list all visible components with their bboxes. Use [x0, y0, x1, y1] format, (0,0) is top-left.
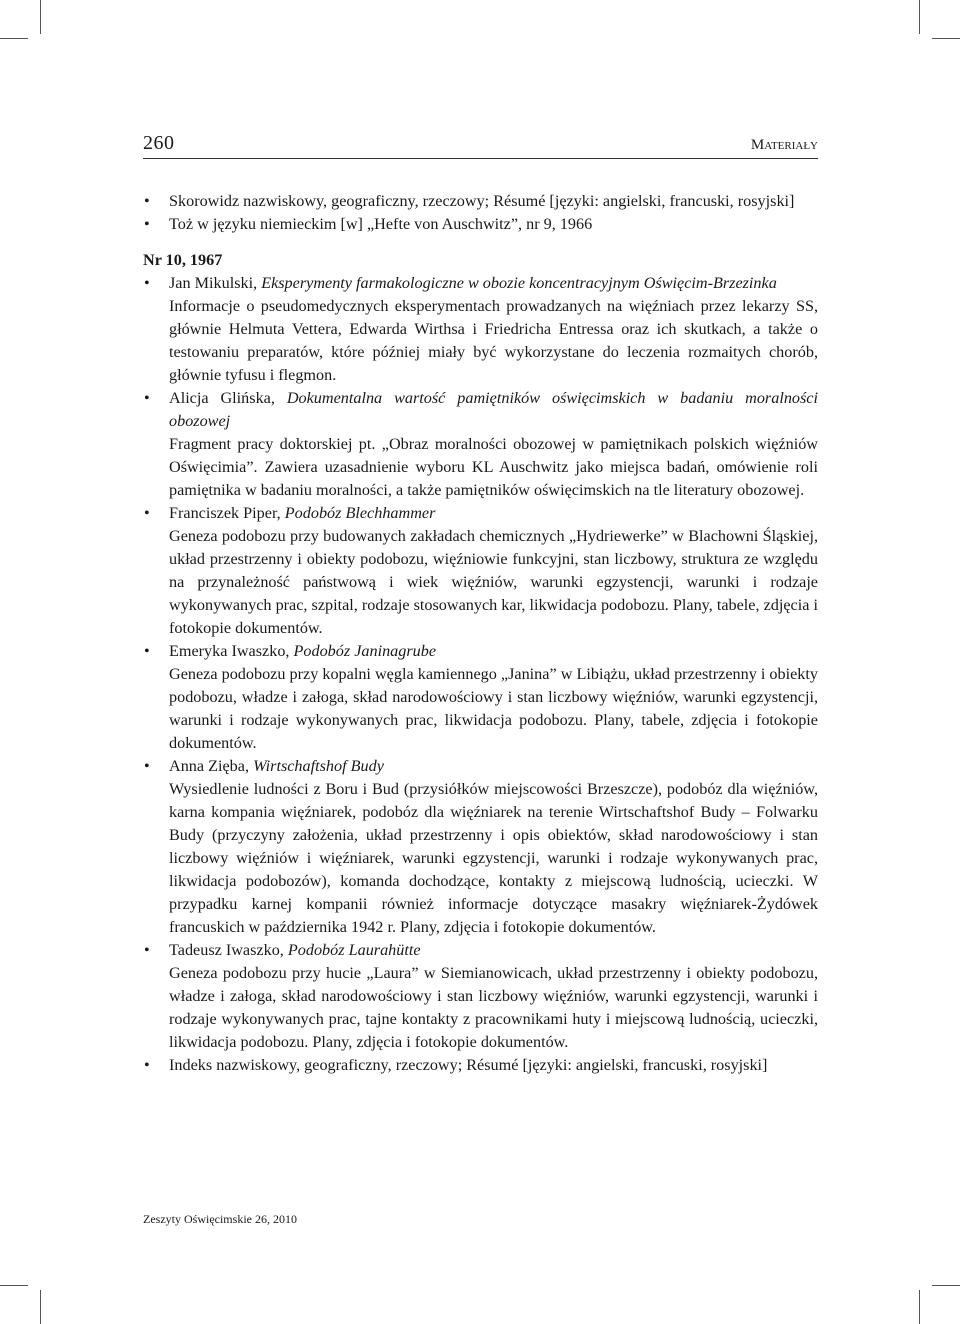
- page-body: [143, 190, 818, 1077]
- entry-author: Anna Zięba,: [169, 757, 254, 775]
- page-header: [143, 128, 818, 159]
- entry-title: Podobóz Janinagrube: [293, 642, 437, 660]
- entry-author: Emeryka Iwaszko,: [169, 642, 294, 660]
- running-head: Materiały: [750, 137, 818, 153]
- crop-mark: [40, 0, 41, 34]
- entry-description: Geneza podobozu przy budowanych zakładach chemicznych „Hydriewerke” w Blachowni Śląskiej, układ przestrzenny i obiekty podobozu, więźniowie funkcyjni, stan liczbowy, struktura ze względu na przynależność państwową i wiek więźniów, warunki egzystencji, warunki i rodzaje wykonywanych prac, szpital, rodzaje stosowanych kar, likwidacja podobozu. Plany, tabele, zdjęcia i fotokopie dokumentów.: [169, 527, 818, 637]
- page-footer: Zeszyty Oświęcimskie 26, 2010: [143, 1212, 297, 1226]
- bullet-icon: •: [144, 192, 150, 210]
- bullet-icon: •: [144, 642, 150, 660]
- entry-text: Skorowidz nazwiskowy, geograficzny, rzeczowy; Résumé [języki: angielski, francuski, rosyjski]: [169, 192, 795, 210]
- bullet-icon: •: [144, 941, 150, 959]
- entry-author: Jan Mikulski,: [169, 274, 262, 292]
- list-item: [143, 272, 818, 387]
- entry-text: Toż w języku niemieckim [w] „Hefte von Auschwitz”, nr 9, 1966: [169, 215, 593, 233]
- crop-mark: [932, 1285, 960, 1286]
- entry-description: Geneza podobozu przy kopalni węgla kamiennego „Janina” w Libiążu, układ przestrzenny i obiekty podobozu, władze i załoga, skład narodowościowy i stan liczbowy więźniów, warunki egzystencji, warunki i rodzaje wykonywanych prac, likwidacja podobozu. Plany, tabele, zdjęcia i fotokopie dokumentów.: [169, 665, 818, 752]
- entry-title: Podobóz Laurahütte: [287, 941, 421, 959]
- list-item: [143, 213, 818, 236]
- entry-author: Alicja Glińska,: [169, 389, 287, 407]
- entry-author: Tadeusz Iwaszko,: [169, 941, 288, 959]
- bullet-icon: •: [144, 504, 150, 522]
- crop-mark: [40, 1290, 41, 1324]
- entry-description: Wysiedlenie ludności z Boru i Bud (przysiółków miejscowości Brzeszcze), podobóz dla więźniów, karna kompania więźniarek, podobóz dla więźniarek na terenie Wirtschaftshof Budy – Folwarku Budy (przyczyny założenia, układ przestrzenny i opis obiektów, skład narodowościowy i stan liczbowy więźniów i więźniarek, warunki egzystencji, warunki i rodzaje wykonywanych prac, likwidacja podobozów), komanda dochodzące, kontakty z miejscową ludnością, ucieczki. W przypadku karnej kompanii również informacje dotyczące masakry więźniarek-Żydówek francuskich w października 1942 r. Plany, zdjęcia i fotokopie dokumentów.: [169, 780, 818, 936]
- bullet-icon: •: [144, 215, 150, 233]
- bullet-icon: •: [144, 389, 150, 407]
- entry-author: Franciszek Piper,: [169, 504, 285, 522]
- entry-title: Eksperymenty farmakologiczne w obozie koncentracyjnym Oświęcim-Brzezinka: [261, 274, 777, 292]
- bullet-icon: •: [144, 1056, 150, 1074]
- bullet-icon: •: [144, 757, 150, 775]
- crop-mark: [0, 38, 28, 39]
- list-item: [143, 755, 818, 939]
- crop-mark: [0, 1285, 28, 1286]
- list-item: [143, 939, 818, 1054]
- list-item: [143, 1054, 818, 1077]
- entry-title: Dokumentalna wartość pamiętników oświęcimskich w badaniu moralności obozowej: [169, 389, 818, 430]
- issue-heading: Nr 10, 1967: [143, 251, 223, 269]
- entry-text: Indeks nazwiskowy, geograficzny, rzeczowy; Résumé [języki: angielski, francuski, rosyjski]: [169, 1056, 768, 1074]
- list-item: [143, 190, 818, 213]
- entry-title: Podobóz Blechhammer: [284, 504, 436, 522]
- list-item: [143, 387, 818, 502]
- crop-mark: [919, 1290, 920, 1324]
- entry-description: Geneza podobozu przy hucie „Laura” w Siemianowicach, układ przestrzenny i obiekty podobozu, władze i załoga, skład narodowościowy i stan liczbowy więźniów, warunki egzystencji, warunki i rodzaje wykonywanych prac, tajne kontakty z pracownikami huty i miejscową ludnością, ucieczki, likwidacja podobozu. Plany, zdjęcia i fotokopie dokumentów.: [169, 964, 818, 1051]
- page-number: 260: [143, 132, 175, 154]
- list-item: [143, 640, 818, 755]
- entry-title: Wirtschaftshof Budy: [253, 757, 384, 775]
- list-item: [143, 502, 818, 640]
- crop-mark: [932, 38, 960, 39]
- entry-description: Fragment pracy doktorskiej pt. „Obraz moralności obozowej w pamiętnikach polskich więźniów Oświęcimia”. Zawiera uzasadnienie wyboru KL Auschwitz jako miejsca badań, omówienie roli pamiętnika w badaniu moralności, a także pamiętników oświęcimskich na tle literatury obozowej.: [169, 435, 818, 499]
- crop-mark: [919, 0, 920, 34]
- bullet-icon: •: [144, 274, 150, 292]
- entry-description: Informacje o pseudomedycznych eksperymentach prowadzanych na więźniach przez lekarzy SS, głównie Helmuta Vettera, Edwarda Wirthsa i Friedricha Entressa oraz ich skutkach, a także o testowaniu preparatów, które później miały być wykorzystane do leczenia rozmaitych chorób, głównie tyfusu i flegmon.: [169, 297, 818, 384]
